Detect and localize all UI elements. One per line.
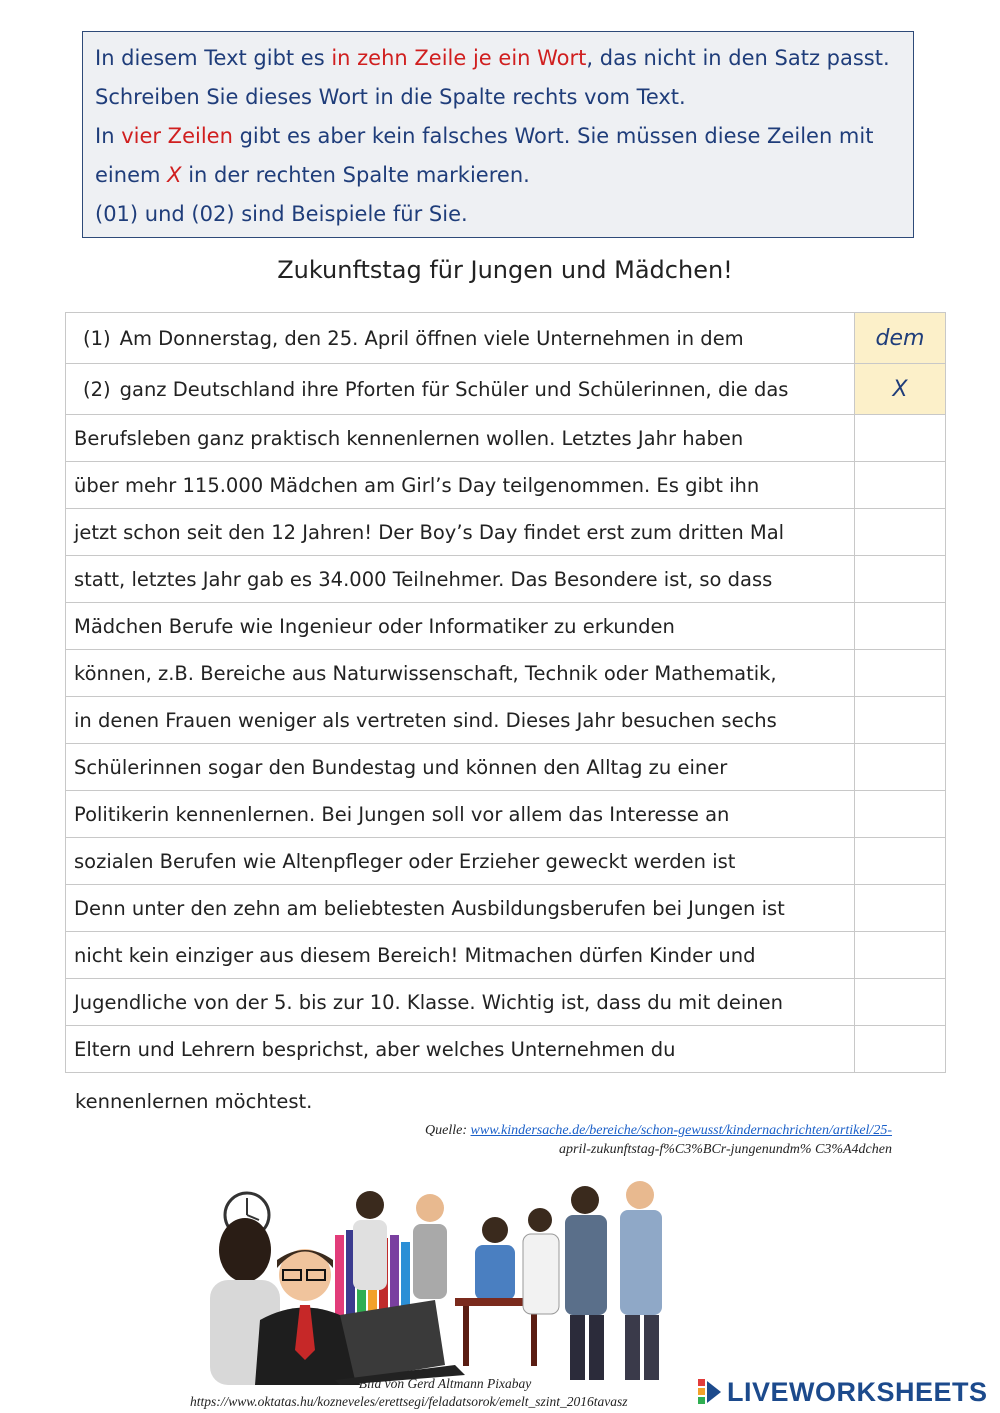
source-link[interactable]: www.kindersache.de/bereiche/schon-gewusst/kindernachrichten/artikel/25- — [470, 1123, 892, 1138]
brand-name: LIVEWORKSHEETS — [727, 1376, 988, 1407]
text-row — [66, 1026, 946, 1073]
text-line: können, z.B. Bereiche aus Naturwissenschaft, Technik oder Mathematik, — [66, 650, 855, 697]
instruction-line-2: Schreiben Sie dieses Wort in die Spalte rechts vom Text. — [95, 85, 686, 109]
text-row — [66, 744, 946, 791]
instruction-text: , das nicht in den Satz passt. — [586, 46, 890, 70]
answer-input-cell[interactable] — [855, 744, 946, 791]
example-row — [66, 364, 946, 415]
text-line — [66, 364, 855, 415]
instruction-text: In — [95, 124, 122, 148]
text-row — [66, 697, 946, 744]
answer-cell: X — [855, 364, 946, 415]
source-line-2: april-zukunftstag-f%C3%BCr-jungenundm% C3%A4dchen — [559, 1142, 892, 1157]
text-row — [66, 462, 946, 509]
instruction-text: gibt es aber kein falsches Wort. Sie müssen diese Zeilen mit — [232, 124, 874, 148]
text-row — [66, 509, 946, 556]
instruction-line-3 — [95, 117, 901, 156]
text-row — [66, 838, 946, 885]
text-line: Mädchen Berufe wie Ingenieur oder Informatiker zu erkunden — [66, 603, 855, 650]
instruction-text: in der rechten Spalte markieren. — [181, 163, 530, 187]
text-line: in denen Frauen weniger als vertreten sind. Dieses Jahr besuchen sechs — [66, 697, 855, 744]
text-line: Schülerinnen sogar den Bundestag und können den Alltag zu einer — [66, 744, 855, 791]
text-line — [66, 313, 855, 364]
answer-cell: dem — [855, 313, 946, 364]
liveworksheets-brand[interactable] — [697, 1377, 988, 1407]
answer-input-cell[interactable] — [855, 603, 946, 650]
answer-input-cell[interactable] — [855, 838, 946, 885]
answer-input-cell[interactable] — [855, 885, 946, 932]
instruction-line-1 — [95, 39, 901, 78]
text-row — [66, 556, 946, 603]
text-line: sozialen Berufen wie Altenpfleger oder Erzieher geweckt werden ist — [66, 838, 855, 885]
instruction-text: einem — [95, 163, 168, 187]
source-label: Quelle: — [425, 1123, 471, 1138]
text-line: Jugendliche von der 5. bis zur 10. Klasse. Wichtig ist, dass du mit deinen — [66, 979, 855, 1026]
line-text: ganz Deutschland ihre Pforten für Schüler und Schülerinnen, die das — [119, 377, 789, 401]
text-line: Berufsleben ganz praktisch kennenlernen wollen. Letztes Jahr haben — [66, 415, 855, 462]
text-row — [66, 932, 946, 979]
text-line: nicht kein einziger aus diesem Bereich! Mitmachen dürfen Kinder und — [66, 932, 855, 979]
answer-input-cell[interactable] — [855, 462, 946, 509]
answer-input-cell[interactable] — [855, 697, 946, 744]
text-row — [66, 650, 946, 697]
source-citation — [425, 1121, 892, 1159]
text-row — [66, 791, 946, 838]
people-group-right — [523, 1181, 662, 1380]
line-text: Am Donnerstag, den 25. April öffnen viele Unternehmen in dem — [119, 326, 744, 350]
liveworksheets-logo-icon — [697, 1377, 723, 1407]
image-credit: Bild von Gerd Altmann Pixabay — [358, 1376, 532, 1391]
answer-input-cell[interactable] — [855, 509, 946, 556]
text-line: Denn unter den zehn am beliebtesten Ausbildungsberufen bei Jungen ist — [66, 885, 855, 932]
answer-input-cell[interactable] — [855, 556, 946, 603]
text-table — [65, 312, 946, 1073]
laptop — [335, 1300, 465, 1385]
instruction-highlight: vier Zeilen — [121, 124, 233, 148]
text-line: statt, letztes Jahr gab es 34.000 Teilnehmer. Das Besondere ist, so dass — [66, 556, 855, 603]
answer-input-cell[interactable] — [855, 979, 946, 1026]
example-row — [66, 313, 946, 364]
text-row — [66, 415, 946, 462]
answer-input-cell[interactable] — [855, 650, 946, 697]
instruction-x-mark: X — [167, 163, 182, 187]
answer-input-cell[interactable] — [855, 932, 946, 979]
image-credit-url: https://www.oktatas.hu/kozneveles/erettsegi/feladatsorok/emelt_szint_2016tavasz — [190, 1394, 628, 1409]
text-row — [66, 603, 946, 650]
answer-input-cell[interactable] — [855, 1026, 946, 1073]
line-number: (2) — [83, 377, 111, 401]
line-number: (1) — [83, 326, 111, 350]
instruction-line-4 — [95, 156, 901, 195]
answer-input-cell[interactable] — [855, 791, 946, 838]
office-people-illustration — [165, 1180, 675, 1385]
instructions-box — [82, 31, 914, 238]
instruction-line-5: (01) und (02) sind Beispiele für Sie. — [95, 202, 468, 226]
text-row — [66, 979, 946, 1026]
text-row — [66, 885, 946, 932]
instruction-highlight: in zehn Zeile je ein Wort — [331, 46, 587, 70]
last-text-line: kennenlernen möchtest. — [75, 1090, 313, 1113]
page-title: Zukunftstag für Jungen und Mädchen! — [277, 256, 733, 284]
text-line: über mehr 115.000 Mädchen am Girl’s Day teilgenommen. Es gibt ihn — [66, 462, 855, 509]
text-line: Eltern und Lehrern besprichst, aber welches Unternehmen du — [66, 1026, 855, 1073]
text-line: jetzt schon seit den 12 Jahren! Der Boy’s Day findet erst zum dritten Mal — [66, 509, 855, 556]
answer-input-cell[interactable] — [855, 415, 946, 462]
instruction-text: In diesem Text gibt es — [95, 46, 332, 70]
text-line: Politikerin kennenlernen. Bei Jungen soll vor allem das Interesse an — [66, 791, 855, 838]
